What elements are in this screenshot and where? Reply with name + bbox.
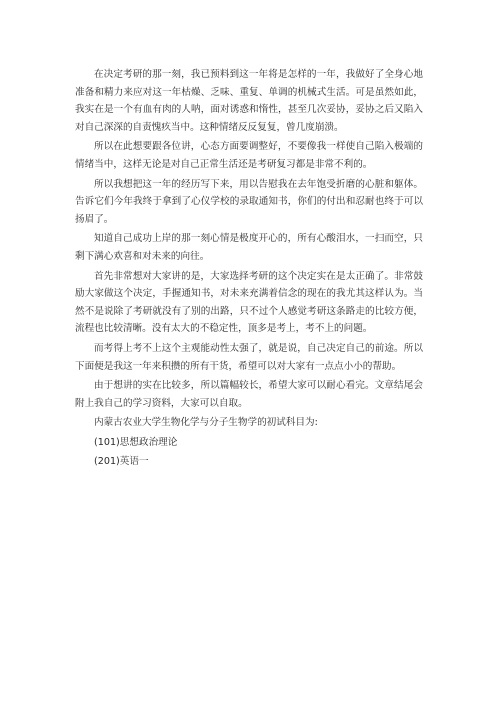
document-body [75,66,423,473]
paragraph-experience: 所以我想把这一年的经历写下来，用以告慰我在去年饱受折磨的心脏和躯体。告诉它们今年我终于拿到了心仪学校的录取通知书，你们的付出和忍耐也终于可以扬眉了。 [75,178,423,225]
paragraph-length-note: 由于想讲的实在比较多，所以篇幅较长，希望大家可以耐心看完。文章结尾会附上我自己的学习资料，大家可以自取。 [75,380,423,409]
paragraph-subjects-intro: 内蒙古农业大学生物化学与分子生物学的初试科目为: [94,417,318,429]
subject-item-politics: (101)思想政治理论 [94,436,178,448]
paragraph-mindset: 所以在此想要跟各位讲，心态方面要调整好，不要像我一样使自己陷入极端的情绪当中，这样无论是对自己正常生活还是考研复习都是非常不利的。 [75,141,423,170]
paragraph-intro: 在决定考研的那一刻，我已预料到这一年将是怎样的一年，我做好了全身心地准备和精力来应对这一年枯燥、乏味、重复、单调的机械式生活。可是虽然如此，我实在是一个有血有肉的人呐，面对诱惑和惰性，甚至几次妥协，妥协之后又陷入对自己深深的自责愧疚当中。这种情绪反反复复，曾几度崩溃。 [75,69,423,133]
paragraph-success: 知道自己成功上岸的那一刻心情是极度开心的，所有心酸泪水，一扫而空，只剩下满心欢喜和对未来的向往。 [75,233,423,262]
paragraph-initiative: 而考得上考不上这个主观能动性太强了，就是说，自己决定自己的前途。所以下面便是我这一年来积攒的所有干货，希望可以对大家有一点点小小的帮助。 [75,342,423,372]
paragraph-advice: 首先非常想对大家讲的是，大家选择考研的这个决定实在是太正确了。非常鼓励大家做这个决定，手握通知书，对未来充满着信念的现在的我尤其这样认为。当然不是说除了考研就没有了别的出路，只不过个人感觉考研这条路走的比较方便，流程也比较清晰。没有太大的不稳定性，顶多是考上，考不上的问题。 [75,270,423,335]
subject-item-english: (201)英语一 [94,456,149,468]
